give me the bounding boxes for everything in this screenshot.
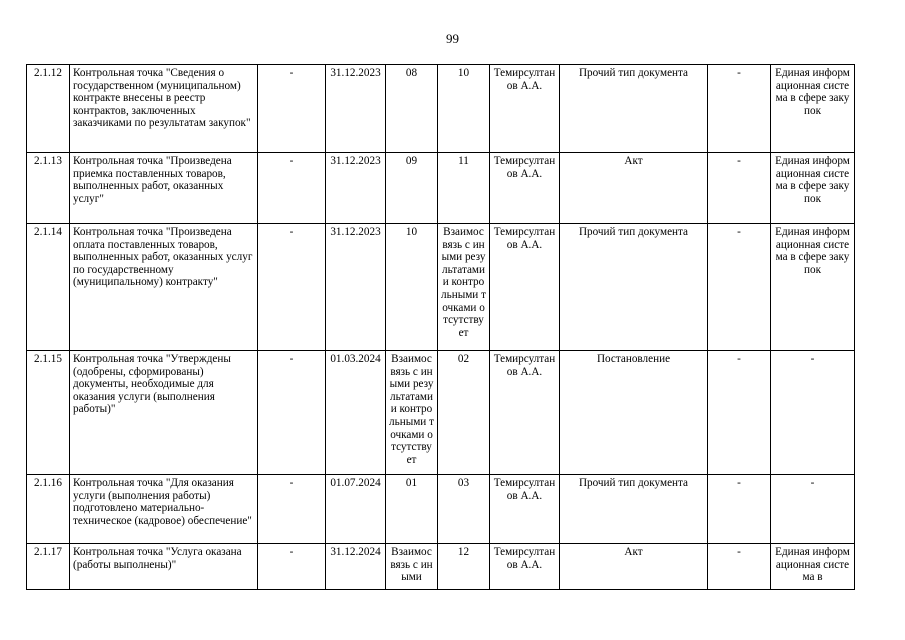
successor-link: 11 xyxy=(438,153,490,224)
start-value: - xyxy=(258,351,326,475)
document-type: Акт xyxy=(560,544,708,590)
predecessor-link: Взаимосвязь с иными результатами и контрольными точками отсутствует xyxy=(386,351,438,475)
table-row xyxy=(27,544,855,590)
information-system-text: Единая информационная система в сфере закупок xyxy=(775,155,850,205)
information-system-text: Единая информационная система в сфере закупок xyxy=(775,226,850,276)
table-row xyxy=(27,224,855,351)
responsible-person: Темирсултанов А.А. xyxy=(490,65,560,153)
row-number: 2.1.12 xyxy=(27,65,70,153)
responsible-person: Темирсултанов А.А. xyxy=(490,544,560,590)
predecessor-link: 10 xyxy=(386,224,438,351)
extra-value: - xyxy=(708,65,771,153)
row-number: 2.1.16 xyxy=(27,475,70,544)
start-value: - xyxy=(258,544,326,590)
row-number: 2.1.13 xyxy=(27,153,70,224)
extra-value: - xyxy=(708,224,771,351)
control-points-table xyxy=(26,64,855,590)
document-type: Прочий тип документа xyxy=(560,224,708,351)
table-row xyxy=(27,475,855,544)
extra-value: - xyxy=(708,475,771,544)
extra-value: - xyxy=(708,544,771,590)
page-number: 99 xyxy=(446,31,459,46)
deadline-date: 31.12.2023 xyxy=(326,224,386,351)
deadline-date: 31.12.2024 xyxy=(326,544,386,590)
responsible-person: Темирсултанов А.А. xyxy=(490,351,560,475)
information-system xyxy=(771,153,855,224)
responsible-person: Темирсултанов А.А. xyxy=(490,224,560,351)
document-type: Постановление xyxy=(560,351,708,475)
control-point-name: Контрольная точка "Сведения о государственном (муниципальном) контракте внесены в реестр контрактов, заключенных заказчиками по результатам закупок" xyxy=(70,65,258,153)
information-system: - xyxy=(771,351,855,475)
deadline-date: 31.12.2023 xyxy=(326,153,386,224)
start-value: - xyxy=(258,224,326,351)
control-point-name: Контрольная точка "Для оказания услуги (выполнения работы) подготовлено материально-техническое (кадровое) обеспечение" xyxy=(70,475,258,544)
row-number: 2.1.14 xyxy=(27,224,70,351)
predecessor-link: 01 xyxy=(386,475,438,544)
control-point-name: Контрольная точка "Произведена оплата поставленных товаров, выполненных работ, оказанных услуг по государственному (муниципальному) контракту" xyxy=(70,224,258,351)
information-system xyxy=(771,65,855,153)
document-type: Прочий тип документа xyxy=(560,65,708,153)
information-system-text: Единая информационная система в сфере закупок xyxy=(775,67,850,117)
information-system-text: Единая информационная система в xyxy=(775,546,850,584)
table-row xyxy=(27,153,855,224)
successor-link: 03 xyxy=(438,475,490,544)
responsible-person: Темирсултанов А.А. xyxy=(490,475,560,544)
successor-link: 02 xyxy=(438,351,490,475)
extra-value: - xyxy=(708,153,771,224)
successor-link: 10 xyxy=(438,65,490,153)
row-number: 2.1.15 xyxy=(27,351,70,475)
deadline-date: 31.12.2023 xyxy=(326,65,386,153)
start-value: - xyxy=(258,475,326,544)
information-system xyxy=(771,544,855,590)
document-type: Акт xyxy=(560,153,708,224)
responsible-person: Темирсултанов А.А. xyxy=(490,153,560,224)
information-system xyxy=(771,224,855,351)
row-number: 2.1.17 xyxy=(27,544,70,590)
control-point-name: Контрольная точка "Произведена приемка поставленных товаров, выполненных работ, оказанных услуг" xyxy=(70,153,258,224)
deadline-date: 01.07.2024 xyxy=(326,475,386,544)
predecessor-link: Взаимосвязь с иными xyxy=(386,544,438,590)
successor-link: 12 xyxy=(438,544,490,590)
document-type: Прочий тип документа xyxy=(560,475,708,544)
start-value: - xyxy=(258,153,326,224)
information-system: - xyxy=(771,475,855,544)
extra-value: - xyxy=(708,351,771,475)
control-point-name: Контрольная точка "Утверждены (одобрены, сформированы) документы, необходимые для оказания услуги (выполнения работы)" xyxy=(70,351,258,475)
table-row xyxy=(27,351,855,475)
deadline-date: 01.03.2024 xyxy=(326,351,386,475)
control-point-name: Контрольная точка "Услуга оказана (работы выполнены)" xyxy=(70,544,258,590)
predecessor-link: 08 xyxy=(386,65,438,153)
page-bottom-crop xyxy=(0,606,905,640)
successor-link: Взаимосвязь с иными результатами и контрольными точками отсутствует xyxy=(438,224,490,351)
predecessor-link: 09 xyxy=(386,153,438,224)
table-row xyxy=(27,65,855,153)
start-value: - xyxy=(258,65,326,153)
